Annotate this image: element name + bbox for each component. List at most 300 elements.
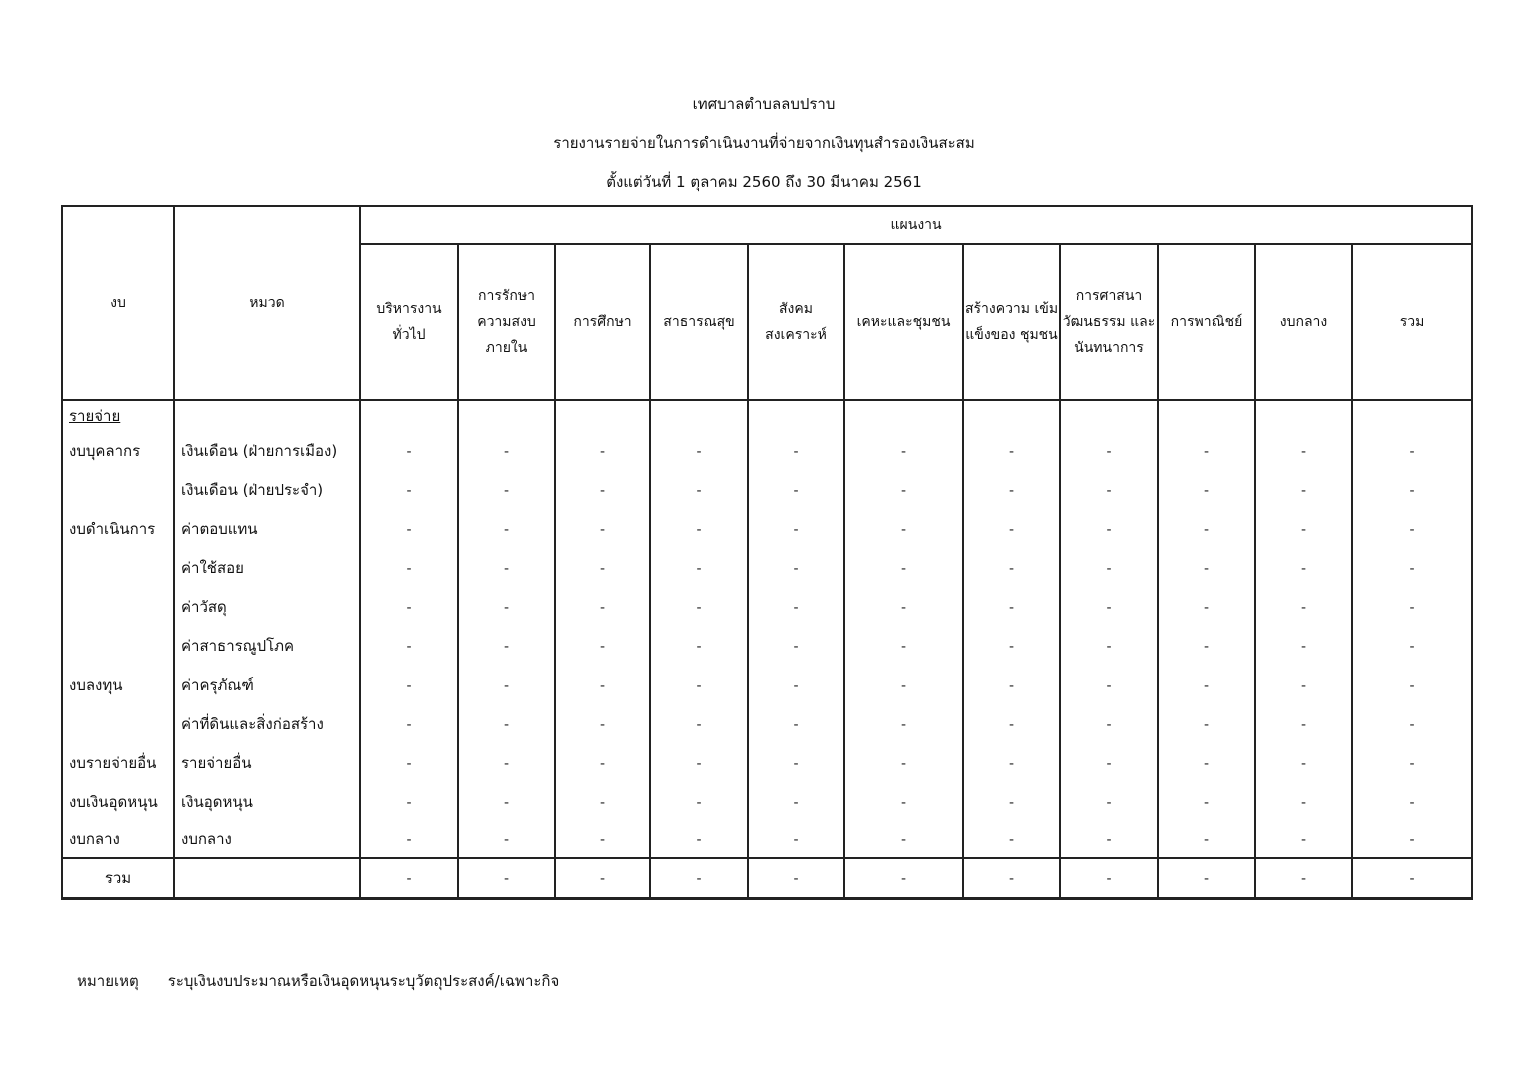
value-cell xyxy=(1060,782,1158,821)
empty-value: - xyxy=(696,521,702,538)
empty-value: - xyxy=(900,638,907,655)
value-cell xyxy=(1255,509,1352,548)
blank-cell xyxy=(1158,400,1255,431)
plan-column-header: สาธารณสุข xyxy=(650,244,748,400)
empty-value: - xyxy=(1203,832,1210,848)
total-value-cell xyxy=(1060,858,1158,899)
value-cell xyxy=(963,782,1060,821)
value-cell xyxy=(844,821,963,858)
empty-value: - xyxy=(1409,638,1415,655)
value-cell xyxy=(555,548,650,587)
value-cell xyxy=(1352,431,1472,470)
empty-value: - xyxy=(1008,832,1015,848)
value-cell xyxy=(1158,509,1255,548)
empty-value: - xyxy=(599,443,606,460)
plan-column-header: การศึกษา xyxy=(555,244,650,400)
footnote xyxy=(77,970,559,992)
total-value-cell xyxy=(1352,858,1472,899)
empty-value: - xyxy=(503,794,510,811)
plan-column-header: รวม xyxy=(1352,244,1472,400)
value-cell xyxy=(1060,431,1158,470)
empty-value: - xyxy=(1300,716,1307,733)
blank-cell xyxy=(458,400,555,431)
empty-value: - xyxy=(793,677,799,694)
plan-column-header: การพาณิชย์ xyxy=(1158,244,1255,400)
empty-value: - xyxy=(599,832,606,848)
value-cell xyxy=(1352,509,1472,548)
empty-value: - xyxy=(1008,794,1015,811)
value-cell xyxy=(555,626,650,665)
empty-value: - xyxy=(503,871,510,887)
value-cell xyxy=(458,665,555,704)
value-cell xyxy=(650,782,748,821)
category-cell: เงินเดือน (ฝ่ายการเมือง) xyxy=(174,431,360,470)
empty-value: - xyxy=(599,638,606,655)
value-cell xyxy=(1158,431,1255,470)
empty-value: - xyxy=(1008,716,1015,733)
empty-value: - xyxy=(1409,560,1415,577)
value-cell xyxy=(748,704,844,743)
budget-cell xyxy=(62,548,174,587)
empty-value: - xyxy=(696,832,702,848)
empty-value: - xyxy=(503,521,510,538)
value-cell xyxy=(458,587,555,626)
value-cell xyxy=(650,470,748,509)
empty-value: - xyxy=(599,521,606,538)
value-cell xyxy=(1255,548,1352,587)
empty-value: - xyxy=(696,443,702,460)
empty-value: - xyxy=(1409,871,1415,887)
plan-column-header: สร้างความ เข้มแข็งของ ชุมชน xyxy=(963,244,1060,400)
value-cell xyxy=(963,665,1060,704)
empty-value: - xyxy=(900,755,907,772)
value-cell xyxy=(1158,470,1255,509)
section-cell xyxy=(62,400,174,431)
table-row xyxy=(62,743,1472,782)
value-cell xyxy=(650,626,748,665)
value-cell xyxy=(650,704,748,743)
total-value-cell xyxy=(748,858,844,899)
total-value-cell xyxy=(360,858,458,899)
blank-cell xyxy=(1352,400,1472,431)
empty-value: - xyxy=(900,677,907,694)
empty-value: - xyxy=(1008,560,1015,577)
empty-value: - xyxy=(406,794,412,811)
empty-value: - xyxy=(406,716,412,733)
value-cell xyxy=(458,743,555,782)
value-cell xyxy=(360,821,458,858)
empty-value: - xyxy=(503,677,510,694)
value-cell xyxy=(458,431,555,470)
empty-value: - xyxy=(793,832,799,848)
blank-cell xyxy=(748,400,844,431)
blank-cell xyxy=(844,400,963,431)
empty-value: - xyxy=(696,638,702,655)
empty-value: - xyxy=(1203,638,1210,655)
value-cell xyxy=(1255,626,1352,665)
value-cell xyxy=(555,587,650,626)
plan-column-header: สังคม สงเคราะห์ xyxy=(748,244,844,400)
total-label: รวม xyxy=(62,858,174,899)
budget-cell: งบรายจ่ายอื่น xyxy=(62,743,174,782)
empty-value: - xyxy=(793,443,799,460)
value-cell xyxy=(650,743,748,782)
empty-value: - xyxy=(406,521,412,538)
empty-value: - xyxy=(406,871,412,887)
value-cell xyxy=(360,587,458,626)
value-cell xyxy=(555,743,650,782)
budget-cell xyxy=(62,626,174,665)
empty-value: - xyxy=(696,716,702,733)
empty-value: - xyxy=(599,871,606,887)
blank-cell xyxy=(174,400,360,431)
total-value-cell xyxy=(458,858,555,899)
blank-cell xyxy=(555,400,650,431)
empty-value: - xyxy=(1106,794,1112,811)
value-cell xyxy=(844,626,963,665)
value-cell xyxy=(748,626,844,665)
empty-value: - xyxy=(1008,521,1015,538)
empty-value: - xyxy=(599,482,606,499)
section-label: รายจ่าย xyxy=(69,407,121,425)
value-cell xyxy=(360,509,458,548)
empty-value: - xyxy=(793,871,799,887)
value-cell xyxy=(1352,665,1472,704)
blank-cell xyxy=(1255,400,1352,431)
empty-value: - xyxy=(1203,443,1210,460)
empty-value: - xyxy=(1300,638,1307,655)
value-cell xyxy=(360,704,458,743)
total-value-cell xyxy=(650,858,748,899)
value-cell xyxy=(555,431,650,470)
total-value-cell xyxy=(555,858,650,899)
blank-cell xyxy=(963,400,1060,431)
empty-value: - xyxy=(503,443,510,460)
empty-value: - xyxy=(1203,560,1210,577)
empty-value: - xyxy=(503,638,510,655)
value-cell xyxy=(1060,626,1158,665)
budget-cell xyxy=(62,470,174,509)
value-cell xyxy=(458,821,555,858)
empty-value: - xyxy=(696,560,702,577)
table-row xyxy=(62,470,1472,509)
plan-group-header: แผนงาน xyxy=(360,206,1472,244)
empty-value: - xyxy=(793,755,799,772)
empty-value: - xyxy=(1300,599,1307,616)
value-cell xyxy=(650,665,748,704)
table-row xyxy=(62,626,1472,665)
empty-value: - xyxy=(1106,599,1112,616)
value-cell xyxy=(963,548,1060,587)
empty-value: - xyxy=(1300,521,1307,538)
value-cell xyxy=(1255,743,1352,782)
empty-value: - xyxy=(406,677,412,694)
empty-value: - xyxy=(1409,521,1415,538)
category-cell: รายจ่ายอื่น xyxy=(174,743,360,782)
empty-value: - xyxy=(1106,521,1112,538)
empty-value: - xyxy=(599,755,606,772)
empty-value: - xyxy=(1106,716,1112,733)
value-cell xyxy=(748,587,844,626)
value-cell xyxy=(844,743,963,782)
expense-report-table xyxy=(61,205,1473,900)
table-row xyxy=(62,704,1472,743)
budget-column-header: งบ xyxy=(62,206,174,400)
empty-value: - xyxy=(900,599,907,616)
empty-value: - xyxy=(1203,482,1210,499)
category-cell: เงินเดือน (ฝ่ายประจำ) xyxy=(174,470,360,509)
empty-value: - xyxy=(900,871,907,887)
value-cell xyxy=(1352,821,1472,858)
empty-value: - xyxy=(1409,677,1415,694)
value-cell xyxy=(1158,548,1255,587)
value-cell xyxy=(1158,743,1255,782)
value-cell xyxy=(1060,548,1158,587)
plan-column-header: การศาสนา วัฒนธรรม และ นันทนาการ xyxy=(1060,244,1158,400)
empty-value: - xyxy=(1203,794,1210,811)
empty-value: - xyxy=(1203,599,1210,616)
empty-value: - xyxy=(503,755,510,772)
value-cell xyxy=(650,821,748,858)
table-row xyxy=(62,587,1472,626)
value-cell xyxy=(748,548,844,587)
table-row xyxy=(62,821,1472,858)
empty-value: - xyxy=(793,599,799,616)
value-cell xyxy=(1352,782,1472,821)
value-cell xyxy=(1352,704,1472,743)
empty-value: - xyxy=(696,794,702,811)
empty-value: - xyxy=(1300,443,1307,460)
budget-cell: งบเงินอุดหนุน xyxy=(62,782,174,821)
table-row xyxy=(62,548,1472,587)
value-cell xyxy=(1060,470,1158,509)
empty-value: - xyxy=(1203,716,1210,733)
category-cell: ค่าครุภัณฑ์ xyxy=(174,665,360,704)
total-value-cell xyxy=(1255,858,1352,899)
footnote-text: ระบุเงินงบประมาณหรือเงินอุดหนุนระบุวัตถุประสงค์/เฉพาะกิจ xyxy=(167,972,560,990)
empty-value: - xyxy=(696,677,702,694)
value-cell xyxy=(650,431,748,470)
empty-value: - xyxy=(1008,677,1015,694)
plan-column-header: งบกลาง xyxy=(1255,244,1352,400)
empty-value: - xyxy=(1106,560,1112,577)
total-blank-cell xyxy=(174,858,360,899)
empty-value: - xyxy=(1203,677,1210,694)
empty-value: - xyxy=(793,638,799,655)
empty-value: - xyxy=(1008,755,1015,772)
empty-value: - xyxy=(406,599,412,616)
empty-value: - xyxy=(1008,638,1015,655)
empty-value: - xyxy=(406,832,412,848)
empty-value: - xyxy=(900,716,907,733)
value-cell xyxy=(555,704,650,743)
empty-value: - xyxy=(1106,638,1112,655)
footnote-label: หมายเหตุ xyxy=(77,972,139,990)
value-cell xyxy=(555,470,650,509)
value-cell xyxy=(748,782,844,821)
empty-value: - xyxy=(1300,482,1307,499)
budget-cell: งบลงทุน xyxy=(62,665,174,704)
value-cell xyxy=(360,470,458,509)
value-cell xyxy=(458,704,555,743)
empty-value: - xyxy=(599,677,606,694)
plan-column-header: เคหะและชุมชน xyxy=(844,244,963,400)
value-cell xyxy=(844,431,963,470)
value-cell xyxy=(844,470,963,509)
total-value-cell xyxy=(844,858,963,899)
empty-value: - xyxy=(1203,521,1210,538)
value-cell xyxy=(748,431,844,470)
category-column-header: หมวด xyxy=(174,206,360,400)
value-cell xyxy=(1158,821,1255,858)
value-cell xyxy=(458,509,555,548)
empty-value: - xyxy=(1008,482,1015,499)
value-cell xyxy=(844,665,963,704)
category-cell: ค่าตอบแทน xyxy=(174,509,360,548)
empty-value: - xyxy=(696,755,702,772)
value-cell xyxy=(1158,704,1255,743)
empty-value: - xyxy=(1300,755,1307,772)
empty-value: - xyxy=(1409,599,1415,616)
budget-cell: งบบุคลากร xyxy=(62,431,174,470)
value-cell xyxy=(963,587,1060,626)
value-cell xyxy=(1352,743,1472,782)
value-cell xyxy=(748,665,844,704)
value-cell xyxy=(1060,821,1158,858)
empty-value: - xyxy=(503,716,510,733)
empty-value: - xyxy=(1106,482,1112,499)
empty-value: - xyxy=(1300,794,1307,811)
category-cell: ค่าวัสดุ xyxy=(174,587,360,626)
empty-value: - xyxy=(696,871,702,887)
empty-value: - xyxy=(1409,716,1415,733)
value-cell xyxy=(963,821,1060,858)
value-cell xyxy=(1158,665,1255,704)
empty-value: - xyxy=(1106,871,1112,887)
table-row xyxy=(62,782,1472,821)
table-row xyxy=(62,509,1472,548)
empty-value: - xyxy=(793,521,799,538)
empty-value: - xyxy=(793,560,799,577)
value-cell xyxy=(555,509,650,548)
value-cell xyxy=(1255,470,1352,509)
table-row xyxy=(62,665,1472,704)
value-cell xyxy=(458,470,555,509)
empty-value: - xyxy=(1300,871,1307,887)
empty-value: - xyxy=(503,832,510,848)
empty-value: - xyxy=(1409,832,1415,848)
value-cell xyxy=(650,587,748,626)
category-cell: ค่าสาธารณูปโภค xyxy=(174,626,360,665)
table-row xyxy=(62,431,1472,470)
empty-value: - xyxy=(793,482,799,499)
value-cell xyxy=(555,782,650,821)
value-cell xyxy=(748,821,844,858)
value-cell xyxy=(1352,470,1472,509)
empty-value: - xyxy=(1203,871,1210,887)
empty-value: - xyxy=(406,638,412,655)
empty-value: - xyxy=(1300,832,1307,848)
value-cell xyxy=(1060,509,1158,548)
empty-value: - xyxy=(900,482,907,499)
value-cell xyxy=(1255,431,1352,470)
value-cell xyxy=(844,509,963,548)
category-cell: งบกลาง xyxy=(174,821,360,858)
empty-value: - xyxy=(1008,443,1015,460)
value-cell xyxy=(1158,626,1255,665)
report-period: ตั้งแต่วันที่ 1 ตุลาคม 2560 ถึง 30 มีนาคม 2561 xyxy=(606,173,922,191)
empty-value: - xyxy=(696,482,702,499)
empty-value: - xyxy=(900,521,907,538)
budget-cell xyxy=(62,587,174,626)
value-cell xyxy=(1352,626,1472,665)
value-cell xyxy=(1255,782,1352,821)
empty-value: - xyxy=(1106,443,1112,460)
value-cell xyxy=(555,821,650,858)
budget-cell xyxy=(62,704,174,743)
value-cell xyxy=(963,431,1060,470)
empty-value: - xyxy=(793,794,799,811)
empty-value: - xyxy=(1409,482,1415,499)
plan-column-header: บริหารงาน ทั่วไป xyxy=(360,244,458,400)
empty-value: - xyxy=(503,599,510,616)
value-cell xyxy=(360,431,458,470)
value-cell xyxy=(1060,743,1158,782)
value-cell xyxy=(360,548,458,587)
value-cell xyxy=(844,587,963,626)
empty-value: - xyxy=(406,482,412,499)
value-cell xyxy=(360,665,458,704)
empty-value: - xyxy=(696,599,702,616)
empty-value: - xyxy=(1300,677,1307,694)
empty-value: - xyxy=(900,443,907,460)
value-cell xyxy=(1255,665,1352,704)
value-cell xyxy=(458,548,555,587)
empty-value: - xyxy=(900,560,907,577)
plan-column-header: การรักษา ความสงบ ภายใน xyxy=(458,244,555,400)
budget-cell: งบกลาง xyxy=(62,821,174,858)
organization-name: เทศบาลตำบลลบปราบ xyxy=(692,95,836,113)
empty-value: - xyxy=(406,443,412,460)
empty-value: - xyxy=(1203,755,1210,772)
total-value-cell xyxy=(1158,858,1255,899)
total-row xyxy=(62,858,1472,899)
empty-value: - xyxy=(599,599,606,616)
value-cell xyxy=(1060,665,1158,704)
value-cell xyxy=(1158,587,1255,626)
empty-value: - xyxy=(1106,832,1112,848)
value-cell xyxy=(963,626,1060,665)
value-cell xyxy=(1255,704,1352,743)
value-cell xyxy=(963,743,1060,782)
empty-value: - xyxy=(1008,871,1015,887)
empty-value: - xyxy=(1106,755,1112,772)
empty-value: - xyxy=(406,560,412,577)
empty-value: - xyxy=(1409,755,1415,772)
value-cell xyxy=(360,626,458,665)
blank-cell xyxy=(360,400,458,431)
category-cell: ค่าที่ดินและสิ่งก่อสร้าง xyxy=(174,704,360,743)
value-cell xyxy=(748,743,844,782)
empty-value: - xyxy=(503,482,510,499)
value-cell xyxy=(844,704,963,743)
value-cell xyxy=(844,782,963,821)
value-cell xyxy=(748,509,844,548)
value-cell xyxy=(650,509,748,548)
empty-value: - xyxy=(599,794,606,811)
value-cell xyxy=(963,704,1060,743)
value-cell xyxy=(963,470,1060,509)
